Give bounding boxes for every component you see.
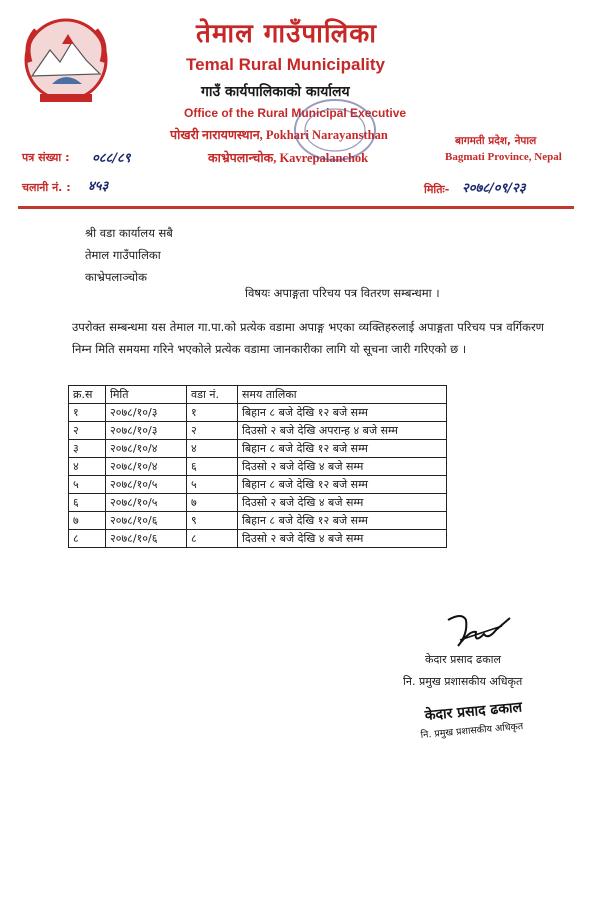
cell-time: दिउसो २ बजे देखि ४ बजे सम्म [238, 458, 447, 476]
municipality-title-np: तेमाल गाउँपालिका [196, 19, 377, 49]
cell-date: २०७८/१०/५ [106, 494, 187, 512]
cell-date: २०७८/१०/६ [106, 512, 187, 530]
address-line-1: पोखरी नारायणस्थान, Pokhari Narayansthan [170, 128, 388, 142]
cell-time: बिहान ८ बजे देखि १२ बजे सम्म [238, 404, 447, 422]
cell-ward: ४ [187, 440, 238, 458]
cell-time: दिउसो २ बजे देखि अपरान्ह ४ बजे सम्म [238, 422, 447, 440]
cell-ward: १ [187, 404, 238, 422]
recipient-line-2: तेमाल गाउँपालिका [85, 248, 161, 262]
office-title-en: Office of the Rural Municipal Executive [184, 106, 407, 120]
municipality-title-en: Temal Rural Municipality [186, 55, 386, 74]
province-en: Bagmati Province, Nepal [445, 151, 562, 163]
table-row [69, 440, 447, 458]
cell-time: दिउसो २ बजे देखि ४ बजे सम्म [238, 494, 447, 512]
cell-sn: ४ [69, 458, 106, 476]
address-line-2: काभ्रेपलान्चोक, Kavrepalanchok [208, 151, 369, 165]
cell-time: बिहान ८ बजे देखि १२ बजे सम्म [238, 512, 447, 530]
ref-label: पत्र संख्या : [22, 151, 70, 164]
header-sn: क्र.स [69, 386, 106, 404]
nepal-emblem-icon [22, 14, 110, 106]
cell-date: २०७८/१०/५ [106, 476, 187, 494]
cell-ward: ६ [187, 458, 238, 476]
letterhead-divider [18, 206, 574, 209]
cell-ward: ८ [187, 530, 238, 548]
cell-time: दिउसो २ बजे देखि ४ बजे सम्म [238, 530, 447, 548]
table-header-row [69, 386, 447, 404]
table-row [69, 512, 447, 530]
recipient-block [85, 222, 173, 288]
cell-time: बिहान ८ बजे देखि १२ बजे सम्म [238, 476, 447, 494]
table-row [69, 476, 447, 494]
stamp-name: केदार प्रसाद ढकाल [424, 699, 523, 724]
subject-line: विषयः अपाङ्गता परिचय पत्र वितरण सम्बन्धमा । [245, 286, 440, 300]
header-date: मिति [106, 386, 187, 404]
signatory-title: नि. प्रमुख प्रशासकीय अधिकृत [403, 675, 523, 688]
cell-date: २०७८/१०/४ [106, 440, 187, 458]
cell-ward: ७ [187, 494, 238, 512]
table-row [69, 404, 447, 422]
cell-sn: ५ [69, 476, 106, 494]
signatory-name: केदार प्रसाद ढकाल [425, 653, 501, 666]
table-row [69, 422, 447, 440]
date-label: मितिः- [424, 183, 450, 196]
cell-date: २०७८/१०/३ [106, 404, 187, 422]
cell-sn: ३ [69, 440, 106, 458]
cell-sn: १ [69, 404, 106, 422]
dispatch-label: चलानी नं. : [22, 181, 71, 194]
handwritten-signature-icon [440, 610, 520, 654]
date-value: २०७८/०९/२३ [462, 181, 526, 196]
table-row [69, 458, 447, 476]
cell-date: २०७८/१०/३ [106, 422, 187, 440]
office-title-np: गाउँ कार्यपालिकाको कार्यालय [201, 84, 350, 100]
cell-date: २०७८/१०/४ [106, 458, 187, 476]
cell-time: बिहान ८ बजे देखि १२ बजे सम्म [238, 440, 447, 458]
header-ward: वडा नं. [187, 386, 238, 404]
schedule-table [68, 385, 447, 548]
dispatch-value: ४५३ [88, 179, 109, 194]
cell-sn: २ [69, 422, 106, 440]
cell-date: २०७८/१०/६ [106, 530, 187, 548]
header-time: समय तालिका [238, 386, 447, 404]
body-paragraph: उपरोक्त सम्बन्धमा यस तेमाल गा.पा.को प्रत्येक वडामा अपाङ्ग भएका व्यक्तिहरुलाई अपाङ्गता परिचय पत्र वर्गिकरण निम्न मिति समयमा गरिने भएकोले प्रत्येक वडामा जानकारीका लागि यो सूचना जारी गरिएको छ । [72, 320, 544, 356]
cell-ward: २ [187, 422, 238, 440]
province-np: बागमती प्रदेश, नेपाल [455, 135, 537, 147]
cell-sn: ८ [69, 530, 106, 548]
ref-value: ०८८/८९ [92, 151, 131, 166]
table-row [69, 494, 447, 512]
table-row [69, 530, 447, 548]
office-stamp-icon [290, 95, 380, 165]
stamp-title: नि. प्रमुख प्रशासकीय अधिकृत [420, 721, 524, 741]
recipient-line-3: काभ्रेपलाञ्चोक [85, 270, 147, 284]
recipient-line-1: श्री वडा कार्यालय सबै [85, 226, 173, 240]
cell-ward: ५ [187, 476, 238, 494]
cell-ward: ९ [187, 512, 238, 530]
cell-sn: ७ [69, 512, 106, 530]
cell-sn: ६ [69, 494, 106, 512]
